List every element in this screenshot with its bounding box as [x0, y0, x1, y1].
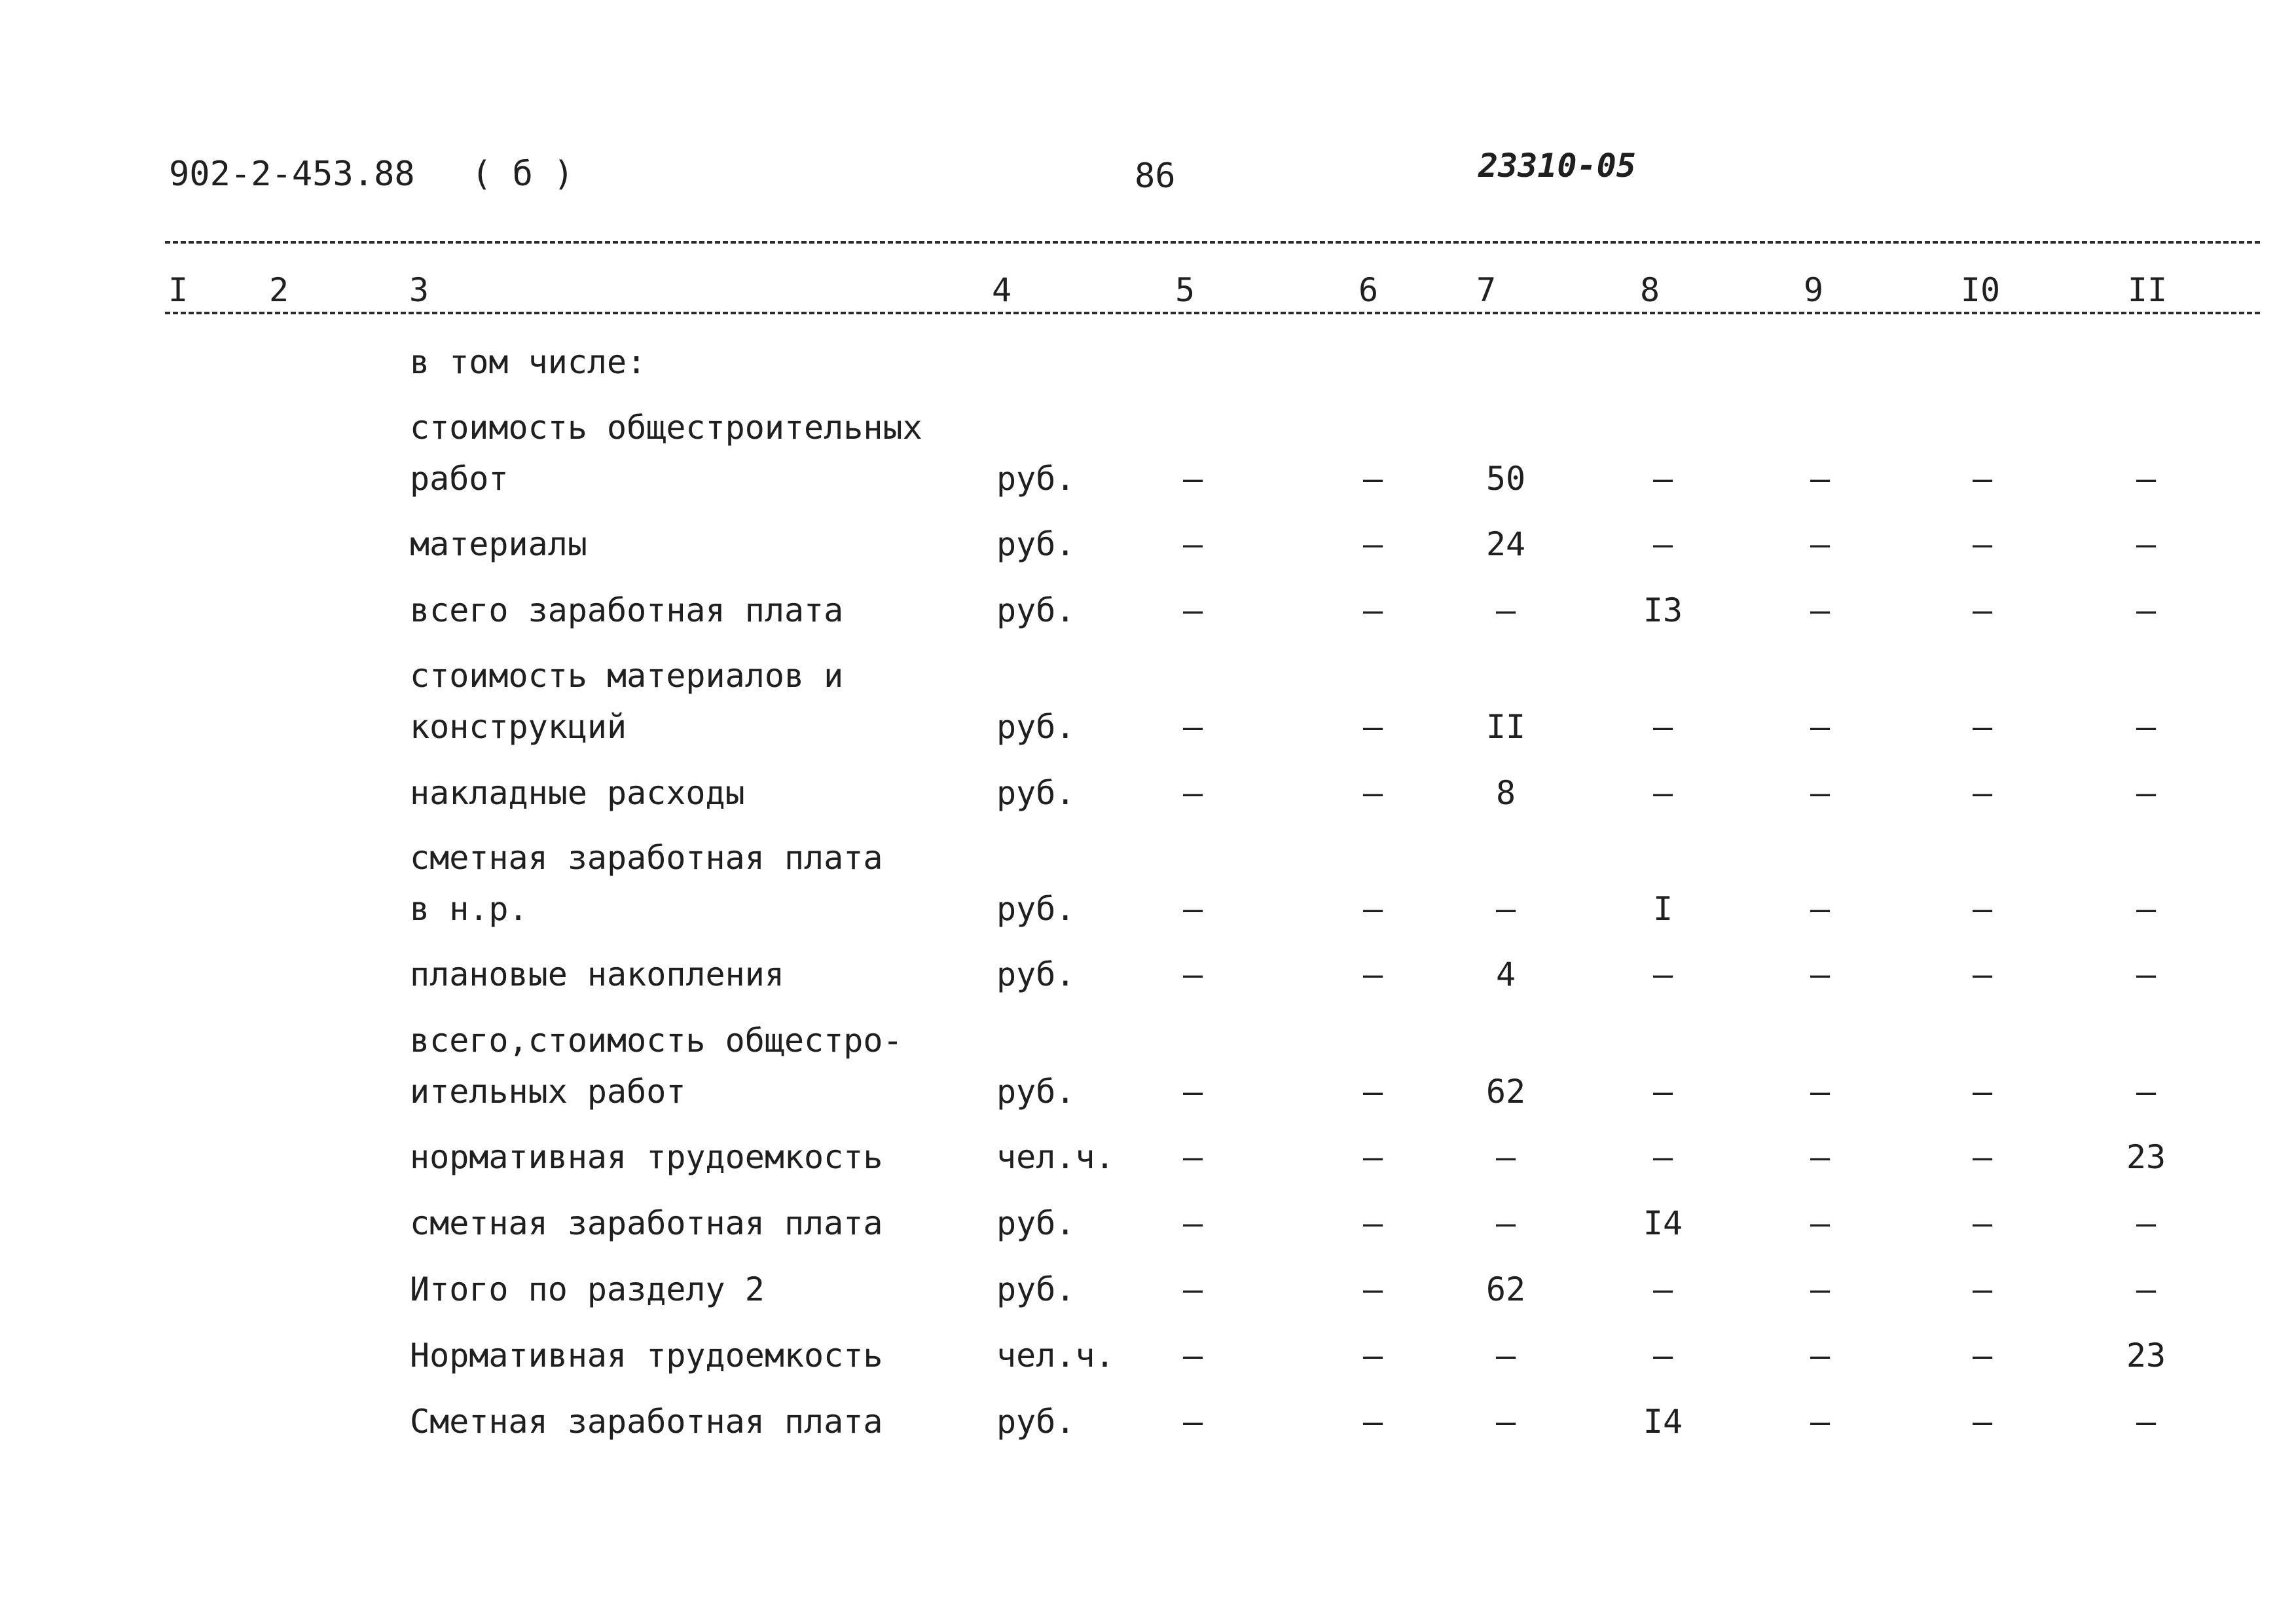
cell-c9: – — [1810, 1204, 1831, 1242]
cell-c7: II — [1485, 708, 1526, 746]
cell-c5: – — [1182, 708, 1203, 746]
cell-c6: – — [1362, 1138, 1383, 1176]
cell-c8: – — [1652, 1337, 1673, 1375]
cell-c9: – — [1810, 460, 1831, 498]
column-number: II — [2127, 271, 2168, 309]
cell-c9: – — [1810, 1073, 1831, 1111]
cell-c7: – — [1495, 591, 1516, 629]
cell-c6: – — [1362, 955, 1383, 993]
cell-c7: 24 — [1485, 525, 1526, 563]
cell-c9: – — [1810, 774, 1831, 812]
cell-c7: – — [1495, 1138, 1516, 1176]
cell-c10: – — [1972, 591, 1993, 629]
row-label: материалы — [410, 525, 587, 563]
cell-c6: – — [1362, 1073, 1383, 1111]
cell-c10: – — [1972, 1270, 1993, 1308]
cell-c7: 8 — [1495, 774, 1516, 812]
cell-c8: I3 — [1643, 591, 1683, 629]
row-label: всего заработная плата — [410, 591, 844, 629]
row-unit: руб. — [996, 1403, 1076, 1441]
cell-c9: – — [1810, 591, 1831, 629]
cell-c5: – — [1182, 1403, 1203, 1441]
row-unit: руб. — [996, 460, 1076, 498]
cell-c11: – — [2136, 1204, 2157, 1242]
column-number: 4 — [991, 271, 1012, 309]
cell-c6: – — [1362, 1403, 1383, 1441]
cell-c8: – — [1652, 774, 1673, 812]
cell-c9: – — [1810, 1337, 1831, 1375]
row-unit: руб. — [996, 1073, 1076, 1111]
cell-c5: – — [1182, 525, 1203, 563]
cell-c10: – — [1972, 955, 1993, 993]
cell-c9: – — [1810, 955, 1831, 993]
cell-c11: – — [2136, 890, 2157, 928]
cell-c11: – — [2136, 1403, 2157, 1441]
row-label: конструкций — [410, 708, 627, 746]
row-unit: чел.ч. — [996, 1138, 1115, 1176]
cell-c8: I4 — [1643, 1403, 1683, 1441]
column-number: 8 — [1639, 271, 1660, 309]
cell-c11: – — [2136, 525, 2157, 563]
cell-c5: – — [1182, 591, 1203, 629]
cell-c9: – — [1810, 525, 1831, 563]
row-label: стоимость материалов и — [410, 657, 844, 695]
cell-c10: – — [1972, 460, 1993, 498]
cell-c11: – — [2136, 460, 2157, 498]
cell-c6: – — [1362, 1270, 1383, 1308]
row-unit: руб. — [996, 591, 1076, 629]
cell-c6: – — [1362, 774, 1383, 812]
cell-c8: – — [1652, 525, 1673, 563]
cell-c11: – — [2136, 774, 2157, 812]
row-label: Сметная заработная плата — [410, 1403, 883, 1441]
cell-c10: – — [1972, 1073, 1993, 1111]
cell-c11: – — [2136, 708, 2157, 746]
row-label: стоимость общестроительных — [410, 409, 922, 447]
row-unit: руб. — [996, 1270, 1076, 1308]
row-unit: руб. — [996, 525, 1076, 563]
row-label: плановые накопления — [410, 955, 784, 993]
row-label: сметная заработная плата — [410, 839, 883, 877]
row-unit: руб. — [996, 955, 1076, 993]
cell-c8: – — [1652, 955, 1673, 993]
column-number: 2 — [268, 271, 289, 309]
cell-c8: – — [1652, 1270, 1673, 1308]
column-number: 6 — [1358, 271, 1379, 309]
row-label: в н.р. — [410, 890, 528, 928]
cell-c8: I4 — [1643, 1204, 1683, 1242]
cell-c7: – — [1495, 1204, 1516, 1242]
cell-c8: – — [1652, 460, 1673, 498]
cell-c7: 4 — [1495, 955, 1516, 993]
cell-c5: – — [1182, 1073, 1203, 1111]
cell-c8: – — [1652, 708, 1673, 746]
cell-c7: – — [1495, 890, 1516, 928]
cell-c6: – — [1362, 890, 1383, 928]
cell-c9: – — [1810, 708, 1831, 746]
row-label: Нормативная трудоемкость — [410, 1337, 883, 1375]
cell-c8: – — [1652, 1138, 1673, 1176]
document-code: 902-2-453.88 — [169, 155, 415, 194]
cell-c11: 23 — [2126, 1337, 2166, 1375]
section-intro: в том числе: — [410, 343, 647, 381]
cell-c5: – — [1182, 460, 1203, 498]
cell-c7: 50 — [1485, 460, 1526, 498]
cell-c6: – — [1362, 460, 1383, 498]
header-top-rule — [165, 241, 2260, 244]
variant-label: ( б ) — [471, 155, 574, 194]
cell-c10: – — [1972, 890, 1993, 928]
cell-c9: – — [1810, 1270, 1831, 1308]
cell-c7: 62 — [1485, 1270, 1526, 1308]
cell-c5: – — [1182, 1204, 1203, 1242]
cell-c6: – — [1362, 1337, 1383, 1375]
row-label: работ — [410, 460, 509, 498]
cell-c11: 23 — [2126, 1138, 2166, 1176]
row-unit: руб. — [996, 1204, 1076, 1242]
column-number: 7 — [1476, 271, 1497, 309]
cell-c6: – — [1362, 708, 1383, 746]
column-number: 3 — [409, 271, 429, 309]
column-number: I — [168, 271, 189, 309]
cell-c10: – — [1972, 525, 1993, 563]
row-label: всего,стоимость общестро- — [410, 1022, 903, 1060]
row-label: Итого по разделу 2 — [410, 1270, 765, 1308]
cell-c5: – — [1182, 1337, 1203, 1375]
cell-c7: 62 — [1485, 1073, 1526, 1111]
cell-c5: – — [1182, 955, 1203, 993]
row-label: накладные расходы — [410, 774, 745, 812]
cell-c7: – — [1495, 1337, 1516, 1375]
row-unit: чел.ч. — [996, 1337, 1115, 1375]
row-label: ительных работ — [410, 1073, 686, 1111]
row-label: сметная заработная плата — [410, 1204, 883, 1242]
cell-c10: – — [1972, 774, 1993, 812]
page-number: 86 — [1135, 157, 1176, 196]
cell-c8: I — [1652, 890, 1673, 928]
cell-c10: – — [1972, 708, 1993, 746]
header-bottom-rule — [165, 312, 2260, 314]
cell-c10: – — [1972, 1403, 1993, 1441]
cell-c5: – — [1182, 890, 1203, 928]
cell-c7: – — [1495, 1403, 1516, 1441]
column-number: 5 — [1175, 271, 1195, 309]
column-number: 9 — [1803, 271, 1824, 309]
cell-c8: – — [1652, 1073, 1673, 1111]
cell-c9: – — [1810, 890, 1831, 928]
cell-c5: – — [1182, 1270, 1203, 1308]
cell-c11: – — [2136, 955, 2157, 993]
cell-c5: – — [1182, 774, 1203, 812]
cell-c6: – — [1362, 1204, 1383, 1242]
cell-c10: – — [1972, 1337, 1993, 1375]
cell-c5: – — [1182, 1138, 1203, 1176]
cell-c9: – — [1810, 1138, 1831, 1176]
inventory-stamp: 23310-05 — [1478, 147, 1636, 185]
cell-c11: – — [2136, 1270, 2157, 1308]
row-unit: руб. — [996, 708, 1076, 746]
column-number: I0 — [1960, 271, 2001, 309]
row-unit: руб. — [996, 774, 1076, 812]
row-unit: руб. — [996, 890, 1076, 928]
cell-c6: – — [1362, 525, 1383, 563]
cell-c6: – — [1362, 591, 1383, 629]
cell-c10: – — [1972, 1204, 1993, 1242]
cell-c11: – — [2136, 591, 2157, 629]
cell-c11: – — [2136, 1073, 2157, 1111]
cell-c10: – — [1972, 1138, 1993, 1176]
row-label: нормативная трудоемкость — [410, 1138, 883, 1176]
cell-c9: – — [1810, 1403, 1831, 1441]
